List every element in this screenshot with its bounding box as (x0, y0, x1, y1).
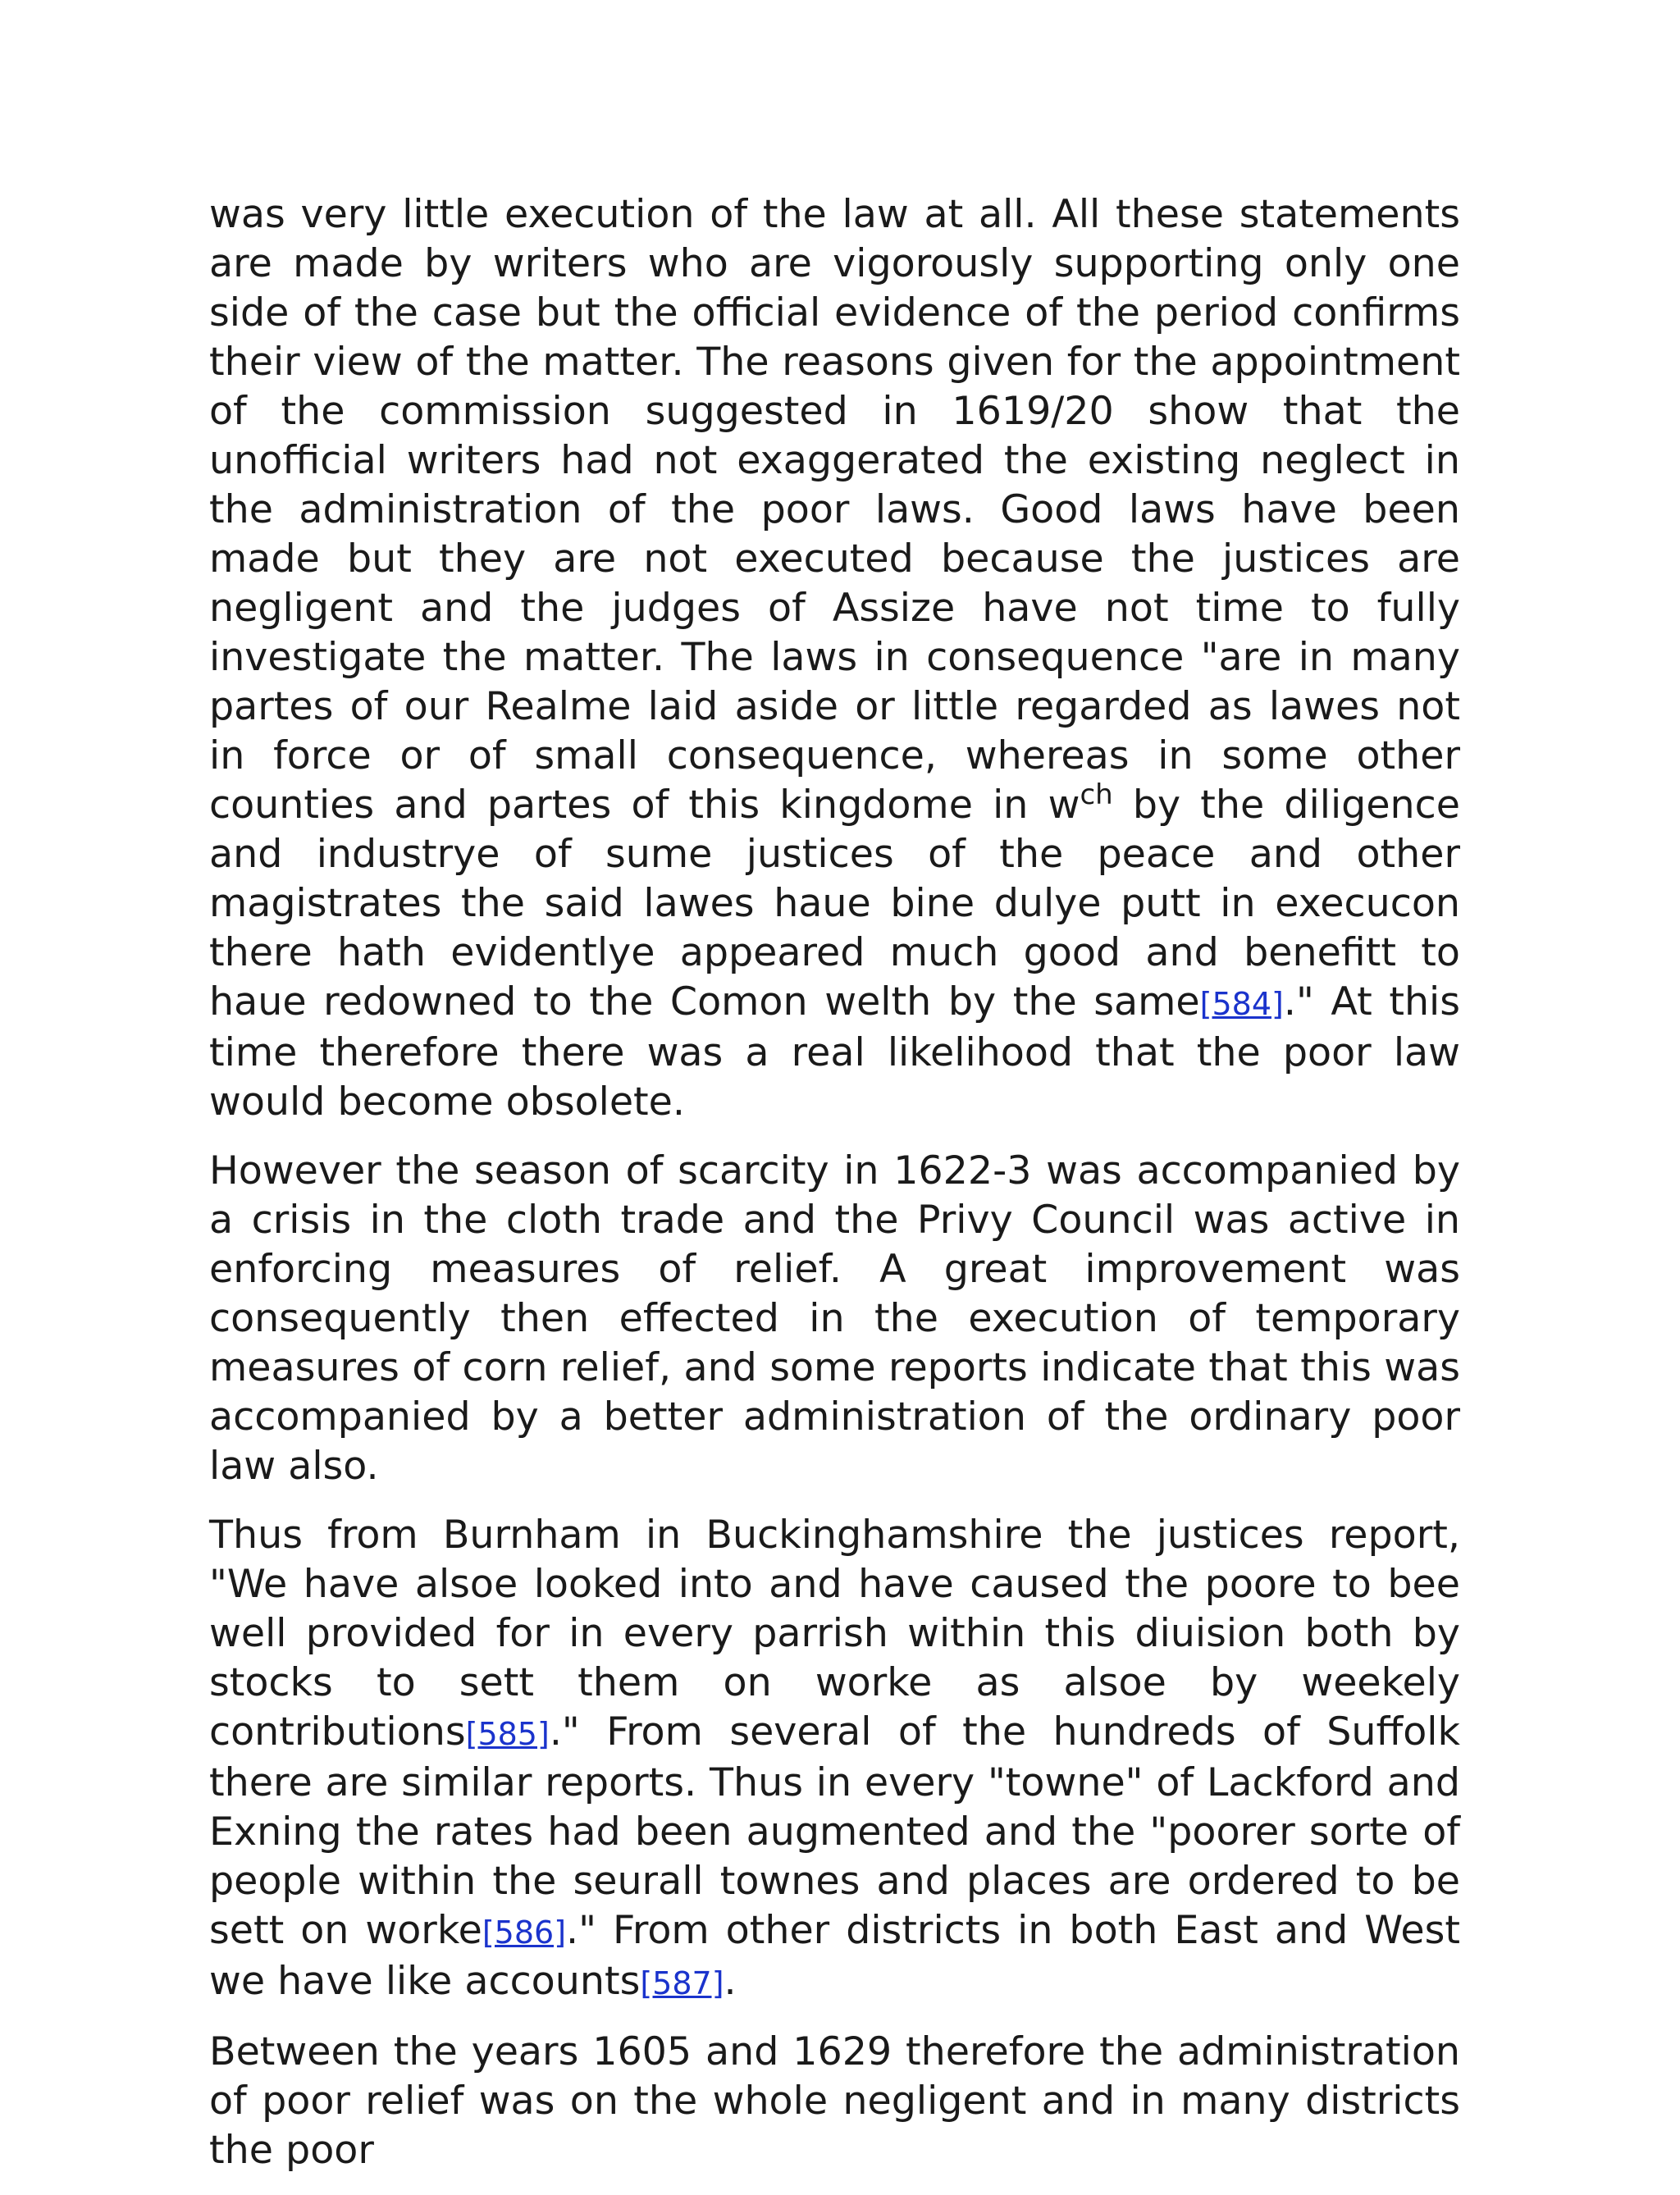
paragraph-2: However the season of scarcity in 1622-3 was accompanied by a crisis in the cloth trade and the Privy Council was active in enforcing measures of relief. A great improvement was consequently then effected in the execution of temporary measures of corn relief, and some reports indicate that this was accompanied by a better administration of the ordinary poor law also. (209, 1148, 1460, 1489)
footnote-link-586[interactable]: [586] (482, 1914, 567, 1951)
paragraph-3-text-c: ." From other districts in both East and West we have like accounts (209, 1908, 1460, 2004)
paragraph-1-text-c: ." At this time therefore there was a real likelihood that the poor law would become obsolete. (209, 979, 1460, 1125)
footnote-link-585[interactable]: [585] (465, 1716, 550, 1752)
footnote-link-587[interactable]: [587] (640, 1965, 724, 2001)
document-page (209, 190, 1460, 2195)
paragraph-4: Between the years 1605 and 1629 therefore the administration of poor relief was on the whole negligent and in many districts the poor (209, 2029, 1460, 2173)
footnote-link-584[interactable]: [584] (1199, 986, 1284, 1022)
paragraph-1-text-a: was very little execution of the law at all. All these statements are made by writers who are vigorously supporting only one side of the case but the official evidence of the period confirms their view of the matter. The reasons given for the appointment of the commission suggested in 1619/20 show that the unofficial writers had not exaggerated the existing neglect in the administration of the poor laws. Good laws have been made but they are not executed because the justices are negligent and the judges of Assize have not time to fully investigate the matter. The laws in consequence "are in many partes of our Realme laid aside or little regarded as lawes not in force or of small consequence, whereas in some other counties and partes of this kingdome in w (209, 192, 1460, 828)
paragraph-1 (209, 190, 1460, 1127)
paragraph-1-text-b: by the diligence and industrye of sume justices of the peace and other magistrates the said lawes haue bine dulye putt in execucon there hath evidentlye appeared much good and benefitt to haue redowned to the Comon welth by the same (209, 783, 1460, 1024)
paragraph-3-text-d: . (724, 1959, 737, 2004)
paragraph-3 (209, 1511, 1460, 2008)
paragraph-3-text-a: Thus from Burnham in Buckinghamshire the justices report, "We have alsoe looked into and have caused the poore to bee well provided for in every parrish within this diuision both by stocks to sett them on worke as alsoe by weekely contributions (209, 1513, 1460, 1755)
superscript-ch: ch (1080, 778, 1113, 811)
paragraph-3-text-b: ." From several of the hundreds of Suffolk there are similar reports. Thus in every "towne" of Lackford and Exning the rates had been augmented and the "poorer sorte of people within the seurall townes and places are ordered to be sett on worke (209, 1709, 1460, 1953)
